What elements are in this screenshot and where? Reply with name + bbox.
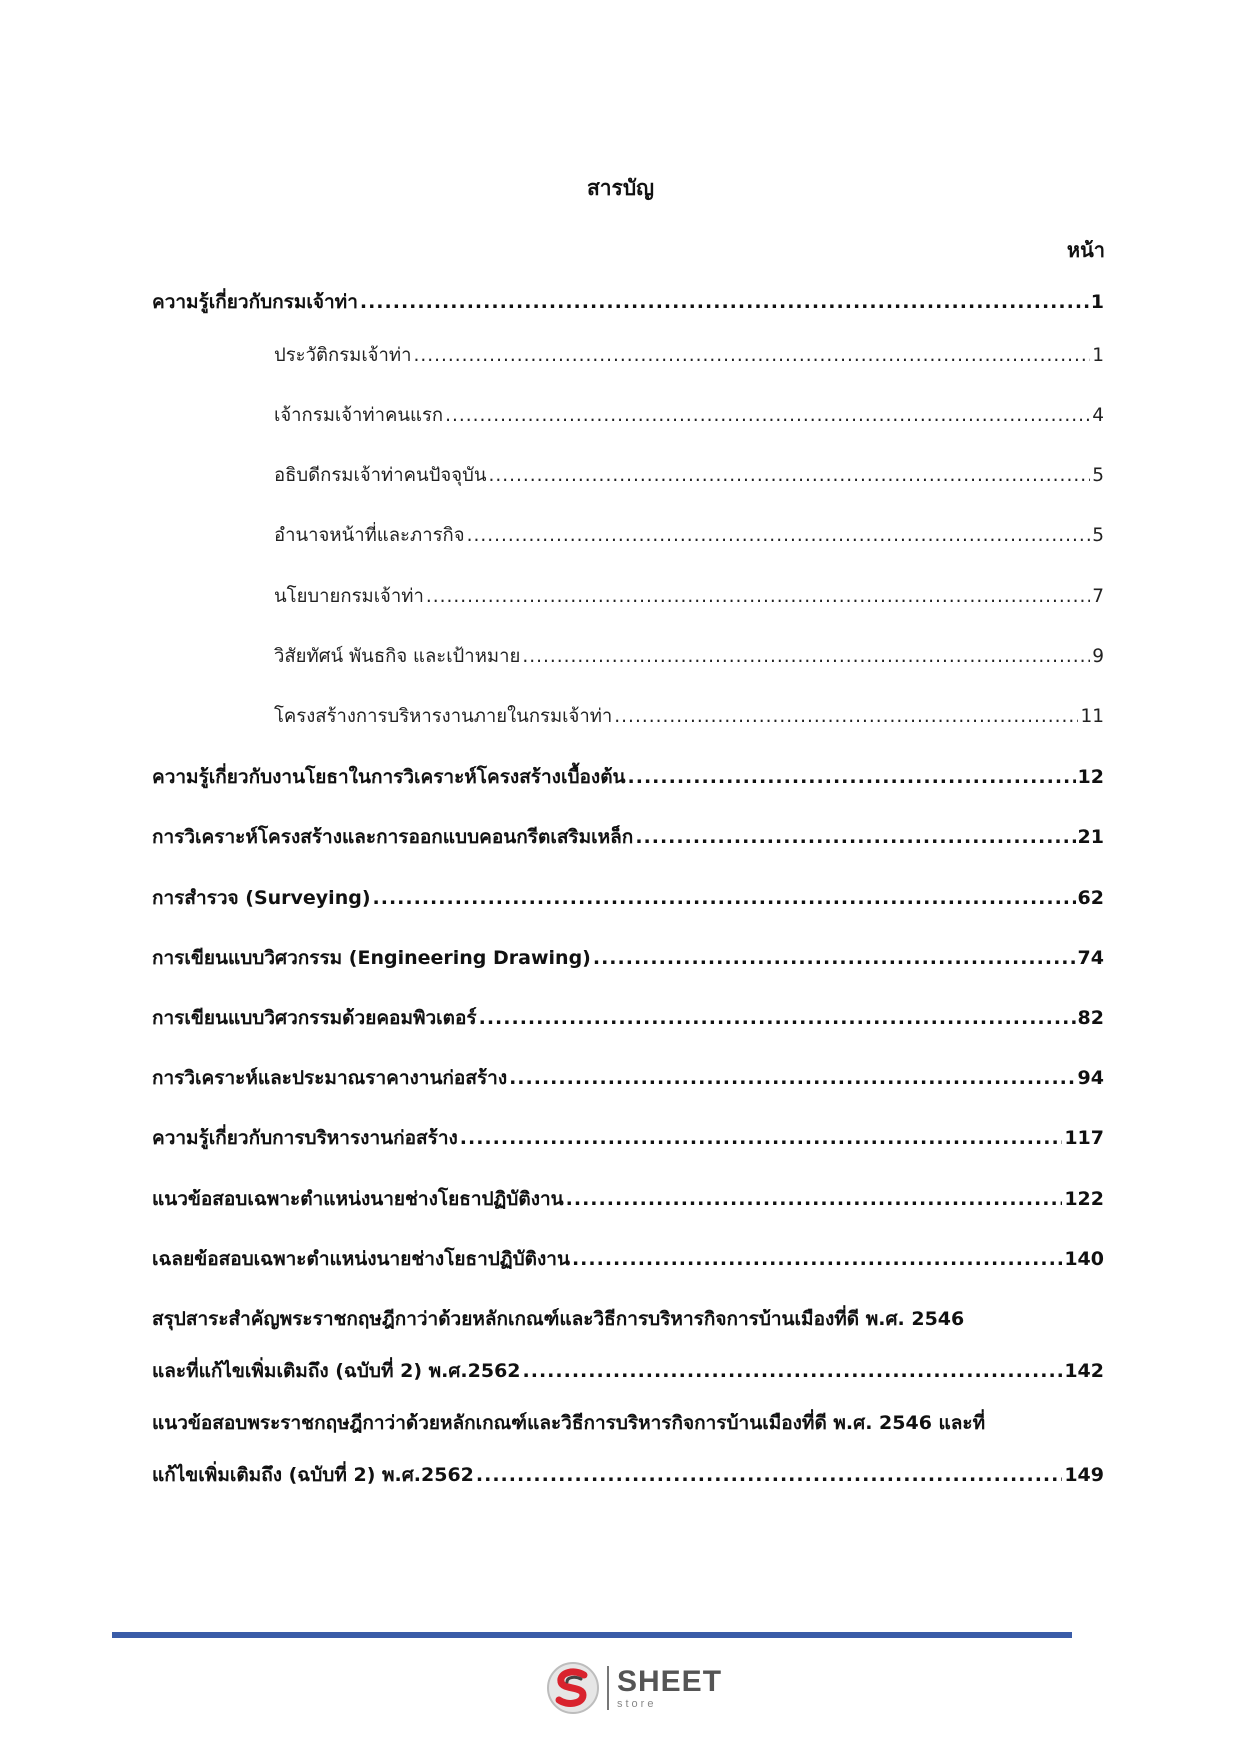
- toc-entry: [152, 942, 1104, 974]
- toc-entry-label: การวิเคราะห์และประมาณราคางานก่อสร้าง: [152, 1067, 508, 1089]
- logo-name: SHEET: [617, 1664, 723, 1698]
- leader-dots: [566, 1183, 1063, 1215]
- leader-dots: [572, 1243, 1062, 1275]
- leader-dots: [445, 400, 1090, 432]
- page-column-header: หน้า: [1066, 238, 1105, 262]
- toc-entry: [152, 1407, 1104, 1491]
- toc-entry: [152, 1303, 1104, 1387]
- toc-subentry: [152, 340, 1104, 372]
- sheet-store-logo-icon: [545, 1660, 601, 1716]
- sheet-store-logo: [545, 1660, 722, 1716]
- leader-dots: [460, 1122, 1063, 1154]
- toc-entry-label: การวิเคราะห์โครงสร้างและการออกแบบคอนกรีตเสริมเหล็ก: [152, 826, 634, 848]
- toc-entry-label-line1: แนวข้อสอบพระราชกฤษฎีกาว่าด้วยหลักเกณฑ์และวิธีการบริหารกิจการบ้านเมืองที่ดี พ.ศ. 2546 และที่: [152, 1412, 986, 1434]
- toc-entry-label: อธิบดีกรมเจ้าท่าคนปัจจุบัน: [274, 465, 487, 486]
- toc-entry-page: 9: [1092, 646, 1104, 667]
- toc-entry-page: 94: [1077, 1067, 1104, 1089]
- toc-entry-page: 1: [1092, 345, 1104, 366]
- leader-dots: [479, 1002, 1076, 1034]
- toc-entry-label: การสำรวจ (Surveying): [152, 887, 371, 909]
- toc-entry: [152, 761, 1104, 793]
- toc-entry-label: แก้ไขเพิ่มเติมถึง (ฉบับที่ 2) พ.ศ.2562: [152, 1464, 474, 1486]
- toc-entry-label: และที่แก้ไขเพิ่มเติมถึง (ฉบับที่ 2) พ.ศ.2562: [152, 1360, 521, 1382]
- leader-dots: [426, 581, 1090, 613]
- toc-entry: [152, 286, 1104, 318]
- logo-separator: [607, 1666, 609, 1710]
- leader-dots: [523, 1355, 1063, 1387]
- toc-entry-label: เฉลยข้อสอบเฉพาะตำแหน่งนายช่างโยธาปฏิบัติงาน: [152, 1248, 570, 1270]
- toc-entry-label: เจ้ากรมเจ้าท่าคนแรก: [274, 405, 444, 426]
- toc-subentry: [152, 520, 1104, 552]
- leader-dots: [360, 286, 1089, 318]
- toc-subentry: [152, 460, 1104, 492]
- toc-entry-page: 62: [1077, 887, 1104, 909]
- toc-entry-label: การเขียนแบบวิศวกรรมด้วยคอมพิวเตอร์: [152, 1007, 477, 1029]
- toc-entry-page: 4: [1092, 405, 1104, 426]
- toc-entry-page: 82: [1077, 1007, 1104, 1029]
- toc-entry-page: 1: [1090, 291, 1104, 313]
- toc-entry-label: ประวัติกรมเจ้าท่า: [274, 345, 412, 366]
- leader-dots: [614, 701, 1078, 733]
- toc-entry: [152, 821, 1104, 853]
- footer-rule: [112, 1632, 1072, 1638]
- leader-dots: [593, 942, 1076, 974]
- toc-entry-label: การเขียนแบบวิศวกรรม (Engineering Drawing): [152, 947, 591, 969]
- toc-entry-page: 12: [1077, 766, 1104, 788]
- toc-entry-label: ความรู้เกี่ยวกับงานโยธาในการวิเคราะห์โครงสร้างเบื้องต้น: [152, 766, 626, 788]
- leader-dots: [488, 460, 1090, 492]
- toc-entry-page: 7: [1092, 586, 1104, 607]
- leader-dots: [476, 1459, 1062, 1491]
- toc-entry-page: 5: [1092, 525, 1104, 546]
- leader-dots: [467, 520, 1091, 552]
- toc-entry: [152, 1243, 1104, 1275]
- toc-subentry: [152, 581, 1104, 613]
- toc-entry: [152, 1122, 1104, 1154]
- toc-entry-label-line1: สรุปสาระสำคัญพระราชกฤษฎีกาว่าด้วยหลักเกณฑ์และวิธีการบริหารกิจการบ้านเมืองที่ดี พ.ศ. 2546: [152, 1308, 965, 1330]
- toc-entry-label: นโยบายกรมเจ้าท่า: [274, 586, 424, 607]
- leader-dots: [522, 641, 1090, 673]
- toc-entry-page: 117: [1064, 1127, 1104, 1149]
- toc-entry-label: โครงสร้างการบริหารงานภายในกรมเจ้าท่า: [274, 706, 613, 727]
- toc-subentry: [152, 701, 1104, 733]
- toc-entry-page: 5: [1092, 465, 1104, 486]
- logo-wordmark: [617, 1664, 723, 1710]
- toc-subentry: [152, 400, 1104, 432]
- toc-entry-page: 140: [1064, 1248, 1104, 1270]
- leader-dots: [635, 821, 1075, 853]
- toc-entry-page: 142: [1064, 1360, 1104, 1382]
- leader-dots: [414, 340, 1091, 372]
- toc-entry-page: 74: [1077, 947, 1104, 969]
- toc-entry-label: วิสัยทัศน์ พันธกิจ และเป้าหมาย: [274, 646, 521, 667]
- toc-entry-label: ความรู้เกี่ยวกับกรมเจ้าท่า: [152, 291, 358, 313]
- toc-subentry: [152, 641, 1104, 673]
- toc-entry: [152, 1183, 1104, 1215]
- toc-entry: [152, 1062, 1104, 1094]
- toc-entry: [152, 1002, 1104, 1034]
- toc-entry: [152, 882, 1104, 914]
- toc-title: สารบัญ: [586, 176, 655, 200]
- leader-dots: [509, 1062, 1075, 1094]
- toc-entry-label: แนวข้อสอบเฉพาะตำแหน่งนายช่างโยธาปฏิบัติงาน: [152, 1188, 564, 1210]
- toc-entry-page: 122: [1064, 1188, 1104, 1210]
- toc-entry-page: 11: [1080, 706, 1104, 727]
- leader-dots: [628, 761, 1076, 793]
- toc-entry-label: อำนาจหน้าที่และภารกิจ: [274, 525, 465, 546]
- toc-entry-page: 21: [1077, 826, 1104, 848]
- logo-subname: store: [617, 1697, 657, 1710]
- toc-entry-label: ความรู้เกี่ยวกับการบริหารงานก่อสร้าง: [152, 1127, 458, 1149]
- leader-dots: [373, 882, 1076, 914]
- toc-entry-page: 149: [1064, 1464, 1104, 1486]
